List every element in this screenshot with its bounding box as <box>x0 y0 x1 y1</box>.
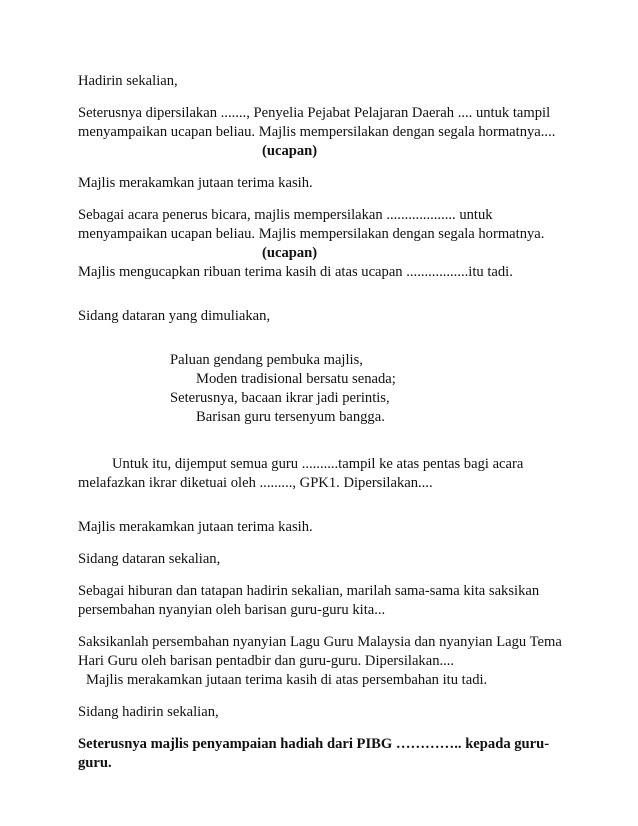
poem-block <box>78 351 578 427</box>
paragraph-line: Sebagai acara penerus bicara, majlis mempersilakan ................... untuk <box>78 207 493 223</box>
poem-line: Paluan gendang pembuka majlis, <box>170 352 363 368</box>
paragraph-ikrar <box>78 455 578 493</box>
thanks-line: Majlis merakamkan jutaan terima kasih. <box>78 519 313 535</box>
paragraph-line: Sebagai hiburan dan tatapan hadirin sekalian, marilah sama-sama kita saksikan <box>78 583 540 599</box>
paragraph-line: Hari Guru oleh barisan pentadbir dan guru-guru. Dipersilakan.... <box>78 653 455 669</box>
paragraph-line: menyampaikan ucapan beliau. Majlis mempersilakan dengan segala hormatnya.... <box>78 124 556 140</box>
poem-line: Barisan guru tersenyum bangga. <box>196 409 385 425</box>
paragraph-penerus <box>78 206 578 244</box>
greeting-hadirin: Hadirin sekalian, <box>78 73 178 89</box>
greeting-sidang-sekalian: Sidang dataran sekalian, <box>78 551 221 567</box>
greeting-hadirin-sekalian: Sidang hadirin sekalian, <box>78 704 219 720</box>
paragraph-line: persembahan nyanyian oleh barisan guru-guru kita... <box>78 602 386 618</box>
paragraph-line: Untuk itu, dijemput semua guru ..........tampil ke atas pentas bagi acara <box>112 456 524 472</box>
paragraph-line: Seterusnya majlis penyampaian hadiah dari PIBG ………….. kepada guru- <box>78 736 550 752</box>
paragraph-hiburan <box>78 582 578 620</box>
greeting-sidang-dimuliakan: Sidang dataran yang dimuliakan, <box>78 308 271 324</box>
paragraph-line: Saksikanlah persembahan nyanyian Lagu Guru Malaysia dan nyanyian Lagu Tema <box>78 634 562 650</box>
ucapan-label: (ucapan) <box>262 143 318 159</box>
ucapan-label: (ucapan) <box>262 245 318 261</box>
paragraph-penyelia <box>78 104 578 142</box>
paragraph-hadiah-pibg <box>78 735 578 773</box>
poem-line: Seterusnya, bacaan ikrar jadi perintis, <box>170 390 390 406</box>
paragraph-line: menyampaikan ucapan beliau. Majlis mempersilakan dengan segala hormatnya. <box>78 226 545 242</box>
document-page <box>78 72 578 773</box>
paragraph-line: Majlis merakamkan jutaan terima kasih di atas persembahan itu tadi. <box>86 672 488 688</box>
paragraph-lagu-guru <box>78 633 578 690</box>
thanks-line: Majlis mengucapkan ribuan terima kasih di atas ucapan .................itu tadi. <box>78 264 513 280</box>
paragraph-line: Seterusnya dipersilakan ......., Penyelia Pejabat Pelajaran Daerah .... untuk tampil <box>78 105 551 121</box>
paragraph-line: melafazkan ikrar diketuai oleh ........., GPK1. Dipersilakan.... <box>78 475 433 491</box>
thanks-line: Majlis merakamkan jutaan terima kasih. <box>78 175 313 191</box>
paragraph-line: guru. <box>78 755 112 771</box>
poem-line: Moden tradisional bersatu senada; <box>196 371 396 387</box>
